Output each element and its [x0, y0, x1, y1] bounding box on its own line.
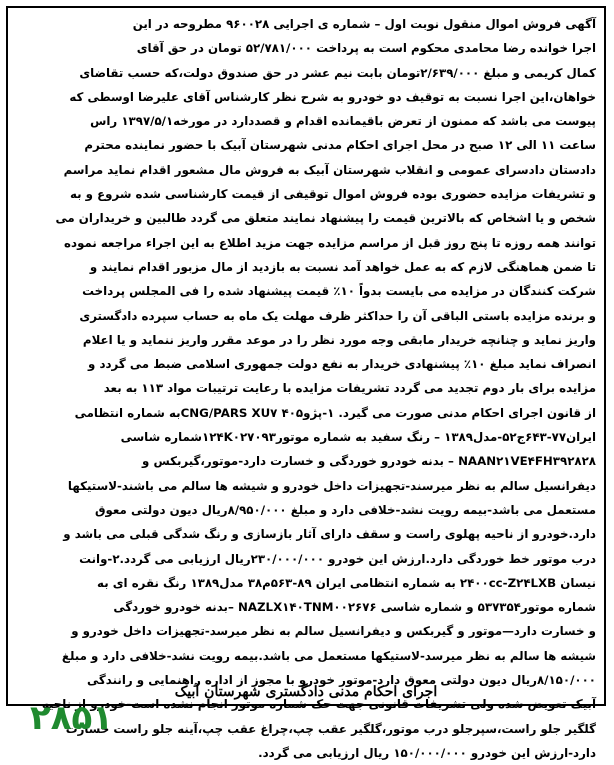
notice-body — [16, 12, 596, 765]
notice-line: و برنده مزایده باستی الباقی آن را حداکثر ظرف مهلت یک ماه به حساب سپرده دادگستری — [79, 308, 596, 323]
notice-line: نیسان ۲۴۰۰cc-Z۲۴LXB به شماره انتظامی ایران ۸۹-۵۶۳م۳۸ مدل۱۳۸۹ رنگ نقره ای به — [97, 575, 596, 590]
notice-line: دارد-ارزش این خودرو ۱۵۰/۰۰۰/۰۰۰ ریال ارزیابی می گردد. — [258, 745, 596, 760]
notice-line: کمال کریمی و مبلغ ۲/۶۳۹/۰۰۰تومان بابت نیم عشر در حق صندوق دولت،که حسب تقاضای — [79, 65, 596, 80]
notice-line: گلگیر جلو راست،سپرجلو درب موتور،گلگیر عقب چپ،چراغ عقب چپ،آینه جلو راست خسارت — [65, 721, 596, 736]
notice-line: ساعت ۱۱ الی ۱۲ صبح در محل اجرای احکام مدنی شهرستان آبیک با حضور نماینده محترم — [84, 138, 596, 153]
notice-line: دیفرانسیل سالم به نظر میرسند-تجهیزات داخل خودرو و شیشه ها سالم می باشند-لاستیکها — [67, 478, 596, 493]
notice-line: و تشریفات مزایده حضوری بوده فروش اموال توقیفی از قیمت کارشناسی شده شروع و به — [69, 187, 596, 202]
notice-line: خواهان،این اجرا نسبت به توقیف دو خودرو به شرح نظر کارشناس آقای علیرضا اوسطی که — [69, 89, 596, 104]
notice-signature: اجرای احکام مدنی دادگستری شهرستان آبیک — [174, 684, 438, 700]
notice-line: اجرا خوانده رضا محامدی محکوم است به پرداخت ۵۲/۷۸۱/۰۰۰ تومان در حق آقای — [136, 41, 596, 56]
notice-line: مستعمل می باشد-بیمه رویت نشد-خلافی دارد و مبلغ ۸/۹۵۰/۰۰۰ریال دیون دولتی معوق — [94, 502, 596, 517]
notice-line: مزایده برای بار دوم تجدید می گردد تشریفات مزایده با رعایت ترتیبات مواد ۱۱۳ به بعد — [103, 381, 596, 396]
notice-line: ۸/۱۵۰/۰۰۰ریال دیون دولتی معوق دارد-موتور خودرو با مجوز از اداره راهنمایی و رانندگی — [87, 673, 596, 688]
ad-number: ۲۸۵۱ — [30, 698, 114, 738]
notice-line: شیشه ها سالم به نظر میرسد-لاستیکها مستعمل می باشد.بیمه رویت نشد-خلافی دارد و مبلغ — [61, 648, 596, 663]
notice-line: دارد.خودرو از ناحیه پهلوی راست و سقف دارای آثار بازسازی و رنگ شدگی قبلی می باشد و — [63, 527, 596, 542]
notice-line: آگهی فروش اموال منقول نوبت اول – شماره ی اجرایی ۹۶۰۰۲۸ مطروحه در این — [132, 17, 596, 31]
notice-line: از قانون اجرای احکام مدنی صورت می گیرد. ۱-پژو۴۰۵ CNG/PARS XU۷به شماره انتظامی — [74, 405, 596, 420]
notice-line: دادستان دادسرای عمومی و انقلاب شهرستان آبیک به فروش مال مشعور اقدام نماید مراسم — [63, 162, 596, 177]
notice-line: توانند همه روزه تا پنج روز قبل از مراسم مزایده جهت مزید اطلاع به این اجراء مراجعه نموده — [64, 235, 596, 250]
notice-line: ایران۷۷-۶۴۳ج۵۲-مدل۱۳۸۹ – رنگ سفید به شماره موتور۱۲۴K۰۲۷۰۹۳شماره شاسی — [120, 430, 596, 445]
notice-line: شرکت کنندگان در مزایده می بایست بدواً ۱۰٪ قیمت پیشنهاد شده را فی المجلس پرداخت — [82, 284, 596, 299]
notice-line: شخص و یا اشخاص که بالاترین قیمت را پیشنهاد نمایند متعلق می گردد طالبین و خریداران می — [55, 211, 596, 226]
notice-line: آبیک تعویض شده ولی تشریفات قانونی جهت حک شماره موتور انجام نشده است-خودرو از ناحیه — [41, 697, 596, 712]
notice-line: درب موتور خط خوردگی دارد.ارزش این خودرو ۲۳۰/۰۰۰/۰۰۰ریال ارزیابی می گردد.۲-وانت — [79, 551, 596, 566]
notice-line: NAAN۲۱VE۴FH۳۹۲۸۲۸ – بدنه خودرو خوردگی و خسارت دارد-موتور،گیربکس و — [142, 454, 596, 469]
notice-line: و خسارت دارد—موتور و گیربکس و دیفرانسیل سالم به نظر میرسد-تجهیزات داخل خودرو و — [71, 624, 596, 639]
notice-line: تا ضمن هماهنگی لازم که به عمل خواهد آمد نسبت به بازدید از مال مزبور اقدام نمایند و — [89, 259, 596, 274]
notice-line: واریز نماید و چنانچه خریدار مابقی وجه مورد نظر را در موعد مقرر واریز ننماید و یا اعلام — [82, 332, 596, 347]
notice-line: انصراف نماید مبلغ ۱۰٪ پیشنهادی خریدار به نفع دولت جمهوری اسلامی ضبط می گردد و — [88, 357, 596, 372]
notice-line: شماره موتور۵۳۷۳۵۴ و شماره شاسی NAZLX۱۴۰TNM۰۰۲۶۷۶ –بدنه خودرو خوردگی — [113, 600, 596, 615]
notice-line: پیوست می باشد که ممنون از تعرض باقیمانده اقدام و قصددارد در مورخه۱۳۹۷/۵/۱ راس — [90, 114, 596, 129]
